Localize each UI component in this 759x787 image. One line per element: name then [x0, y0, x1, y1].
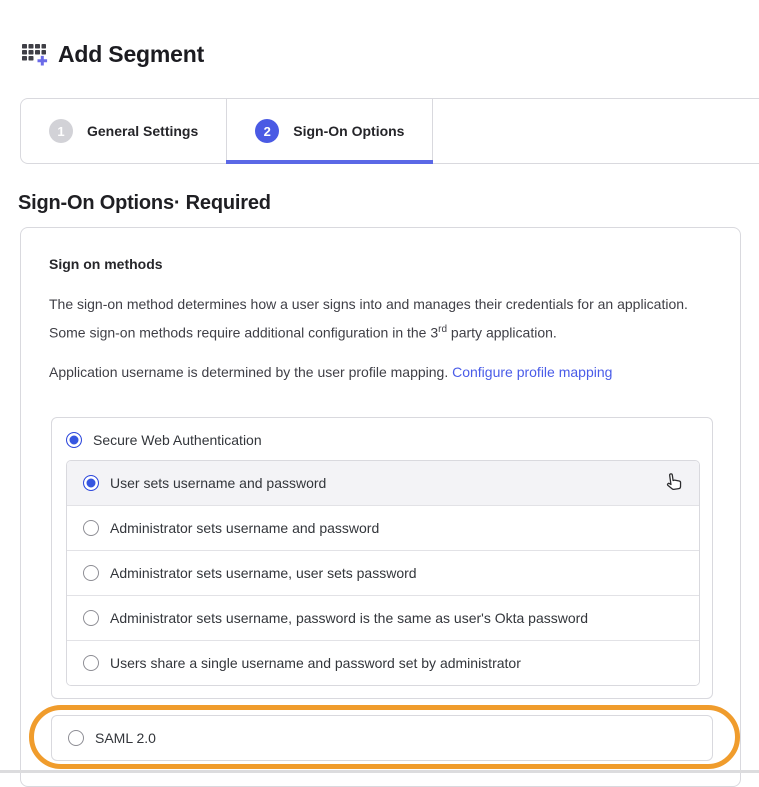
active-tab-underline [226, 160, 433, 164]
page-title: Add Segment [58, 40, 205, 67]
tab-sign-on-options[interactable] [227, 99, 433, 163]
radio-unselected-icon[interactable] [83, 520, 99, 536]
sign-on-method-description [49, 292, 704, 346]
radio-option-label: Administrator sets username, user sets password [110, 564, 417, 581]
hand-pointer-cursor-icon [662, 469, 687, 494]
radio-option-user-sets-credentials[interactable] [67, 461, 699, 505]
sign-on-options-panel [20, 227, 741, 787]
tab-general-settings-label: General Settings [87, 123, 199, 139]
username-mapping-line [49, 360, 704, 385]
radio-option-admin-username-okta-password[interactable] [67, 595, 699, 640]
radio-option-label: Secure Web Authentication [93, 431, 262, 448]
radio-option-admin-sets-credentials[interactable] [67, 505, 699, 550]
radio-option-saml[interactable] [51, 715, 713, 761]
tab-general-settings[interactable] [21, 99, 227, 163]
radio-unselected-icon[interactable] [83, 610, 99, 626]
ordinal-suffix: rd [438, 324, 448, 335]
page-header [0, 0, 759, 68]
radio-selected-icon[interactable] [66, 432, 82, 448]
segment-grid-plus-icon [20, 40, 48, 68]
description-text-end: party application. [447, 324, 557, 341]
radio-selected-icon[interactable] [83, 475, 99, 491]
radio-unselected-icon[interactable] [68, 730, 84, 746]
step-2-badge: 2 [255, 119, 279, 143]
radio-option-secure-web-auth[interactable] [52, 418, 712, 460]
step-1-badge: 1 [49, 119, 73, 143]
description-text: The sign-on method determines how a user signs into and manages their credentials for an application. Some sign-on methods require additional configuration in the 3 [49, 296, 688, 341]
radio-option-admin-username-user-password[interactable] [67, 550, 699, 595]
radio-option-shared-credentials[interactable] [67, 640, 699, 685]
radio-option-label: Users share a single username and password set by administrator [110, 654, 521, 671]
radio-option-label: SAML 2.0 [95, 729, 156, 746]
sign-on-method-group [51, 417, 713, 699]
radio-option-label: Administrator sets username, password is the same as user's Okta password [110, 609, 589, 626]
swa-credential-options [66, 460, 700, 686]
radio-unselected-icon[interactable] [83, 655, 99, 671]
radio-option-label: Administrator sets username and password [110, 519, 380, 536]
username-mapping-text: Application username is determined by the user profile mapping. [49, 363, 449, 380]
wizard-tab-bar [20, 98, 759, 164]
radio-option-label: User sets username and password [110, 474, 327, 491]
configure-profile-mapping-link[interactable]: Configure profile mapping [452, 363, 613, 380]
tab-sign-on-options-label: Sign-On Options [293, 123, 405, 139]
section-heading: Sign-On Options· Required [18, 192, 271, 214]
radio-unselected-icon[interactable] [83, 565, 99, 581]
sign-on-methods-heading: Sign on methods [49, 256, 163, 272]
